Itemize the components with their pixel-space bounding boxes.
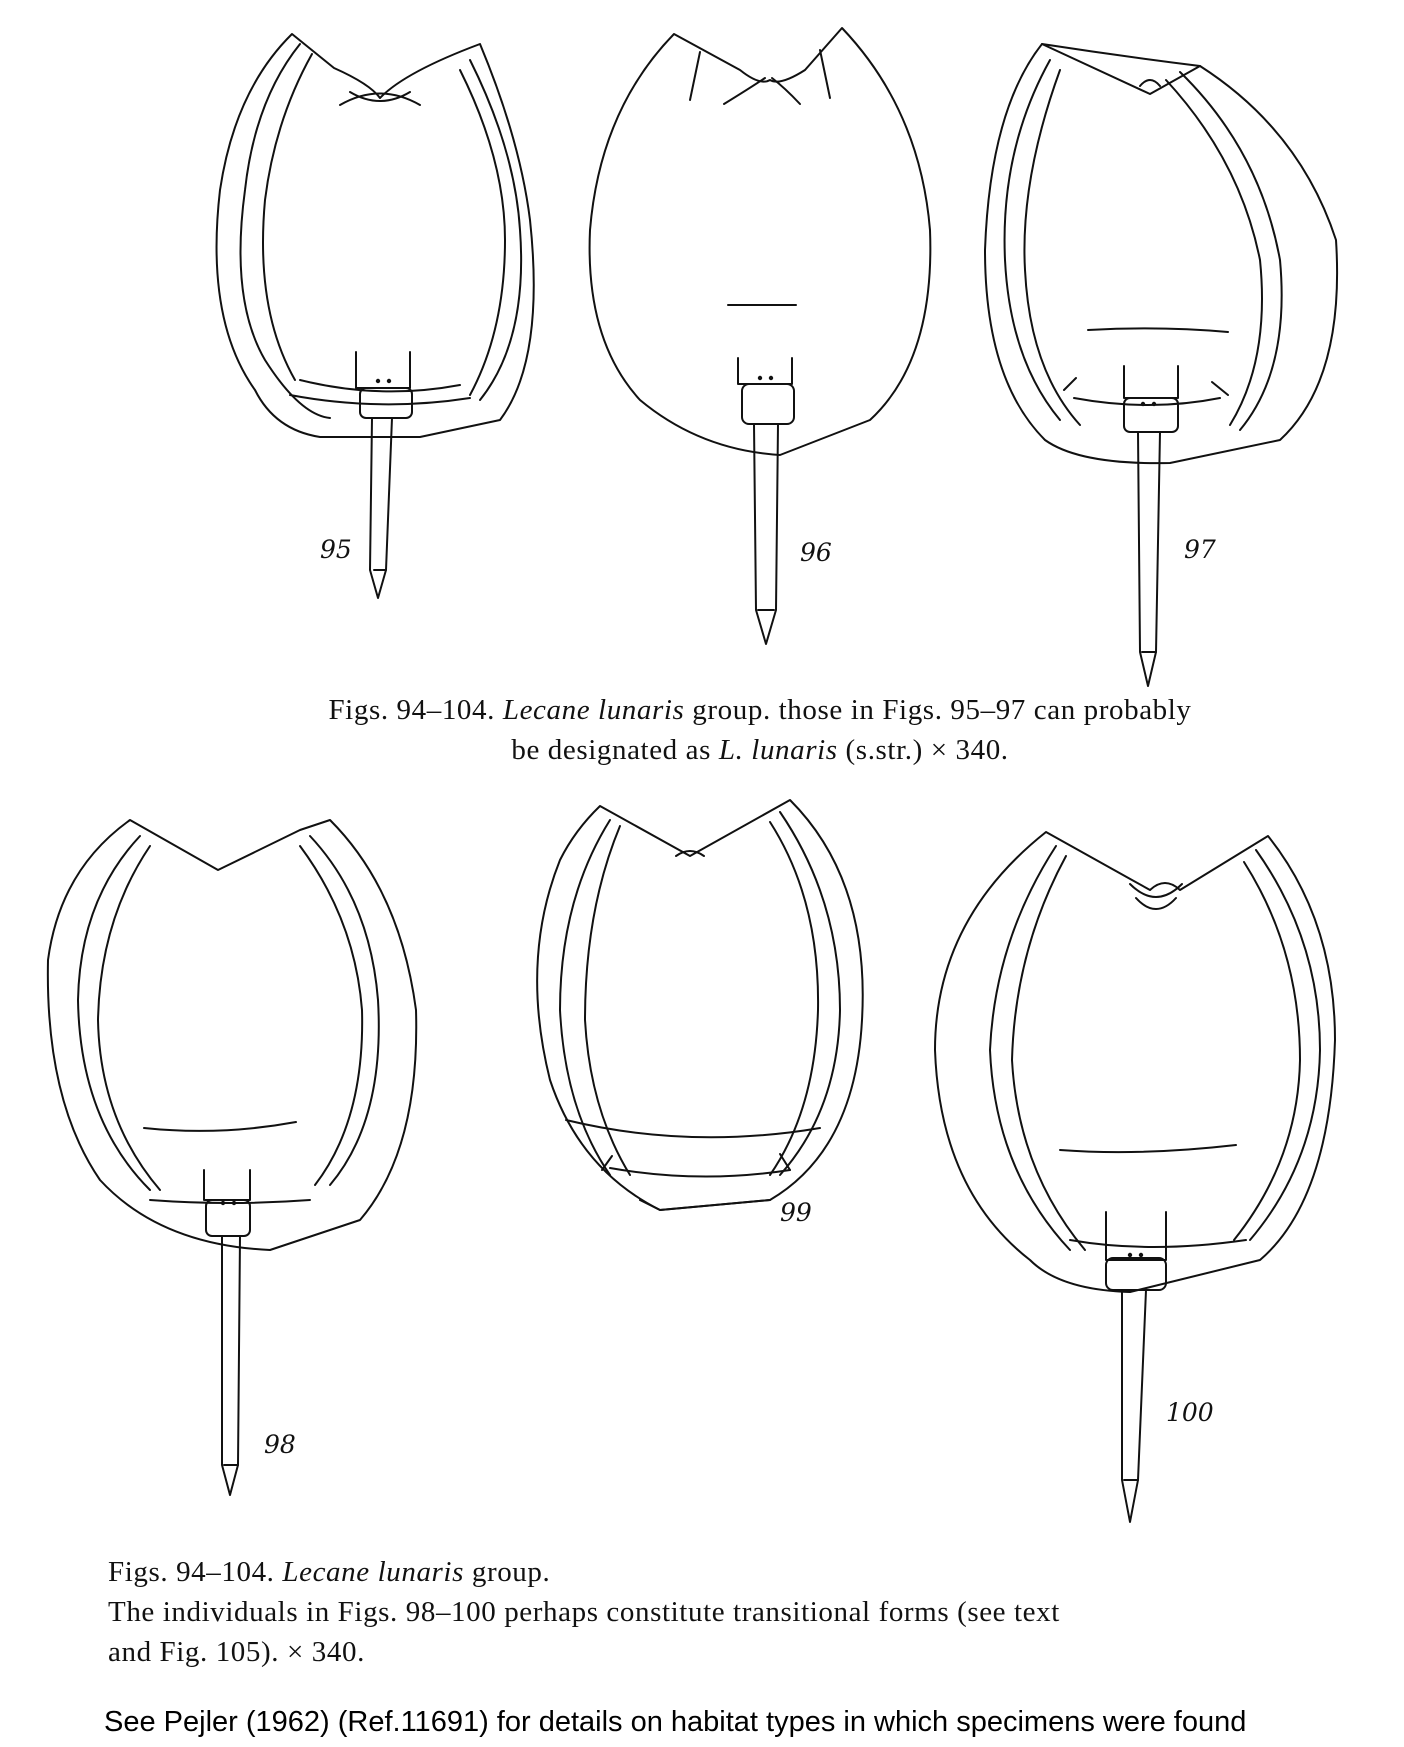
figure-100-drawing — [935, 832, 1335, 1522]
figure-96-drawing — [590, 28, 931, 644]
gland-dots — [221, 376, 1156, 1257]
figure-label-96: 96 — [800, 538, 832, 567]
caption-bottom-prefix: Figs. 94–104. — [108, 1556, 275, 1588]
caption-top-line2 — [200, 730, 1320, 770]
figure-99-drawing — [537, 800, 863, 1210]
caption-bottom-line1 — [108, 1552, 1388, 1592]
figure-label-98: 98 — [264, 1430, 296, 1459]
figure-97-drawing — [985, 44, 1337, 686]
caption-bottom-part1: group. — [471, 1556, 551, 1588]
caption-bottom — [108, 1552, 1388, 1672]
caption-top-prefix: Figs. 94–104. — [328, 694, 495, 726]
figure-label-97: 97 — [1184, 535, 1216, 564]
figure-label-95: 95 — [320, 535, 352, 564]
caption-bottom-line2: The individuals in Figs. 98–100 perhaps constitute transitional forms (see text — [108, 1596, 1060, 1628]
caption-bottom-line3: and Fig. 105). × 340. — [108, 1636, 365, 1668]
figure-98-drawing — [48, 820, 416, 1495]
caption-top-line2-suffix: (s.str.) × 340. — [845, 734, 1009, 766]
caption-top-genus: Lecane lunaris — [502, 694, 685, 726]
caption-top-part1: group. those in Figs. 95–97 can probably — [692, 694, 1192, 726]
figure-label-100: 100 — [1166, 1398, 1214, 1427]
caption-bottom-genus: Lecane lunaris — [282, 1556, 464, 1588]
source-note: See Pejler (1962) (Ref.11691) for details on habitat types in which specimens were found — [104, 1706, 1247, 1738]
caption-top-species: L. lunaris — [718, 734, 838, 766]
caption-top — [200, 690, 1320, 770]
caption-top-line2-prefix: be designated as — [511, 734, 711, 766]
figure-label-99: 99 — [780, 1198, 812, 1227]
figure-95-drawing — [217, 34, 534, 598]
